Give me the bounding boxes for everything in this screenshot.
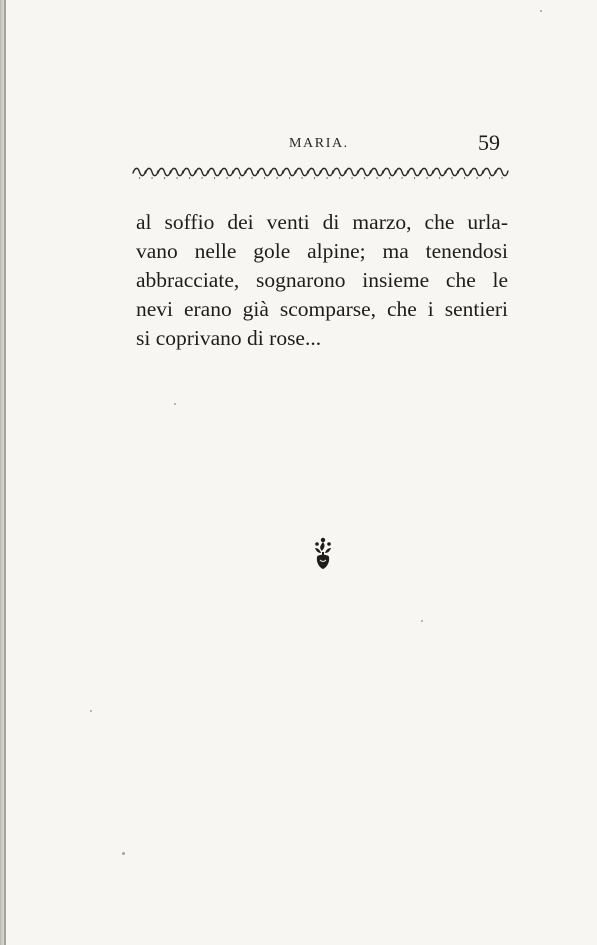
ornamental-rule [131, 164, 507, 180]
body-text [136, 208, 508, 353]
text-line: nevi erano già scomparse, che i sentieri [136, 297, 508, 321]
floral-fleuron-icon [309, 536, 337, 570]
paper-speck [122, 852, 125, 855]
running-title: MARIA. [289, 136, 349, 151]
paper-speck [540, 10, 542, 12]
paper-speck [174, 403, 176, 405]
paper-speck [421, 620, 423, 622]
text-line: al soffio dei venti di marzo, che urla- [136, 210, 508, 234]
paper-speck [90, 710, 92, 712]
text-line: vano nelle gole alpine; ma tenendosi [136, 239, 508, 263]
page-number: 59 [478, 130, 500, 155]
page-edge-line [4, 0, 6, 945]
text-line: si coprivano di rose... [136, 326, 322, 350]
text-line: abbracciate, sognarono insieme che le [136, 268, 508, 292]
